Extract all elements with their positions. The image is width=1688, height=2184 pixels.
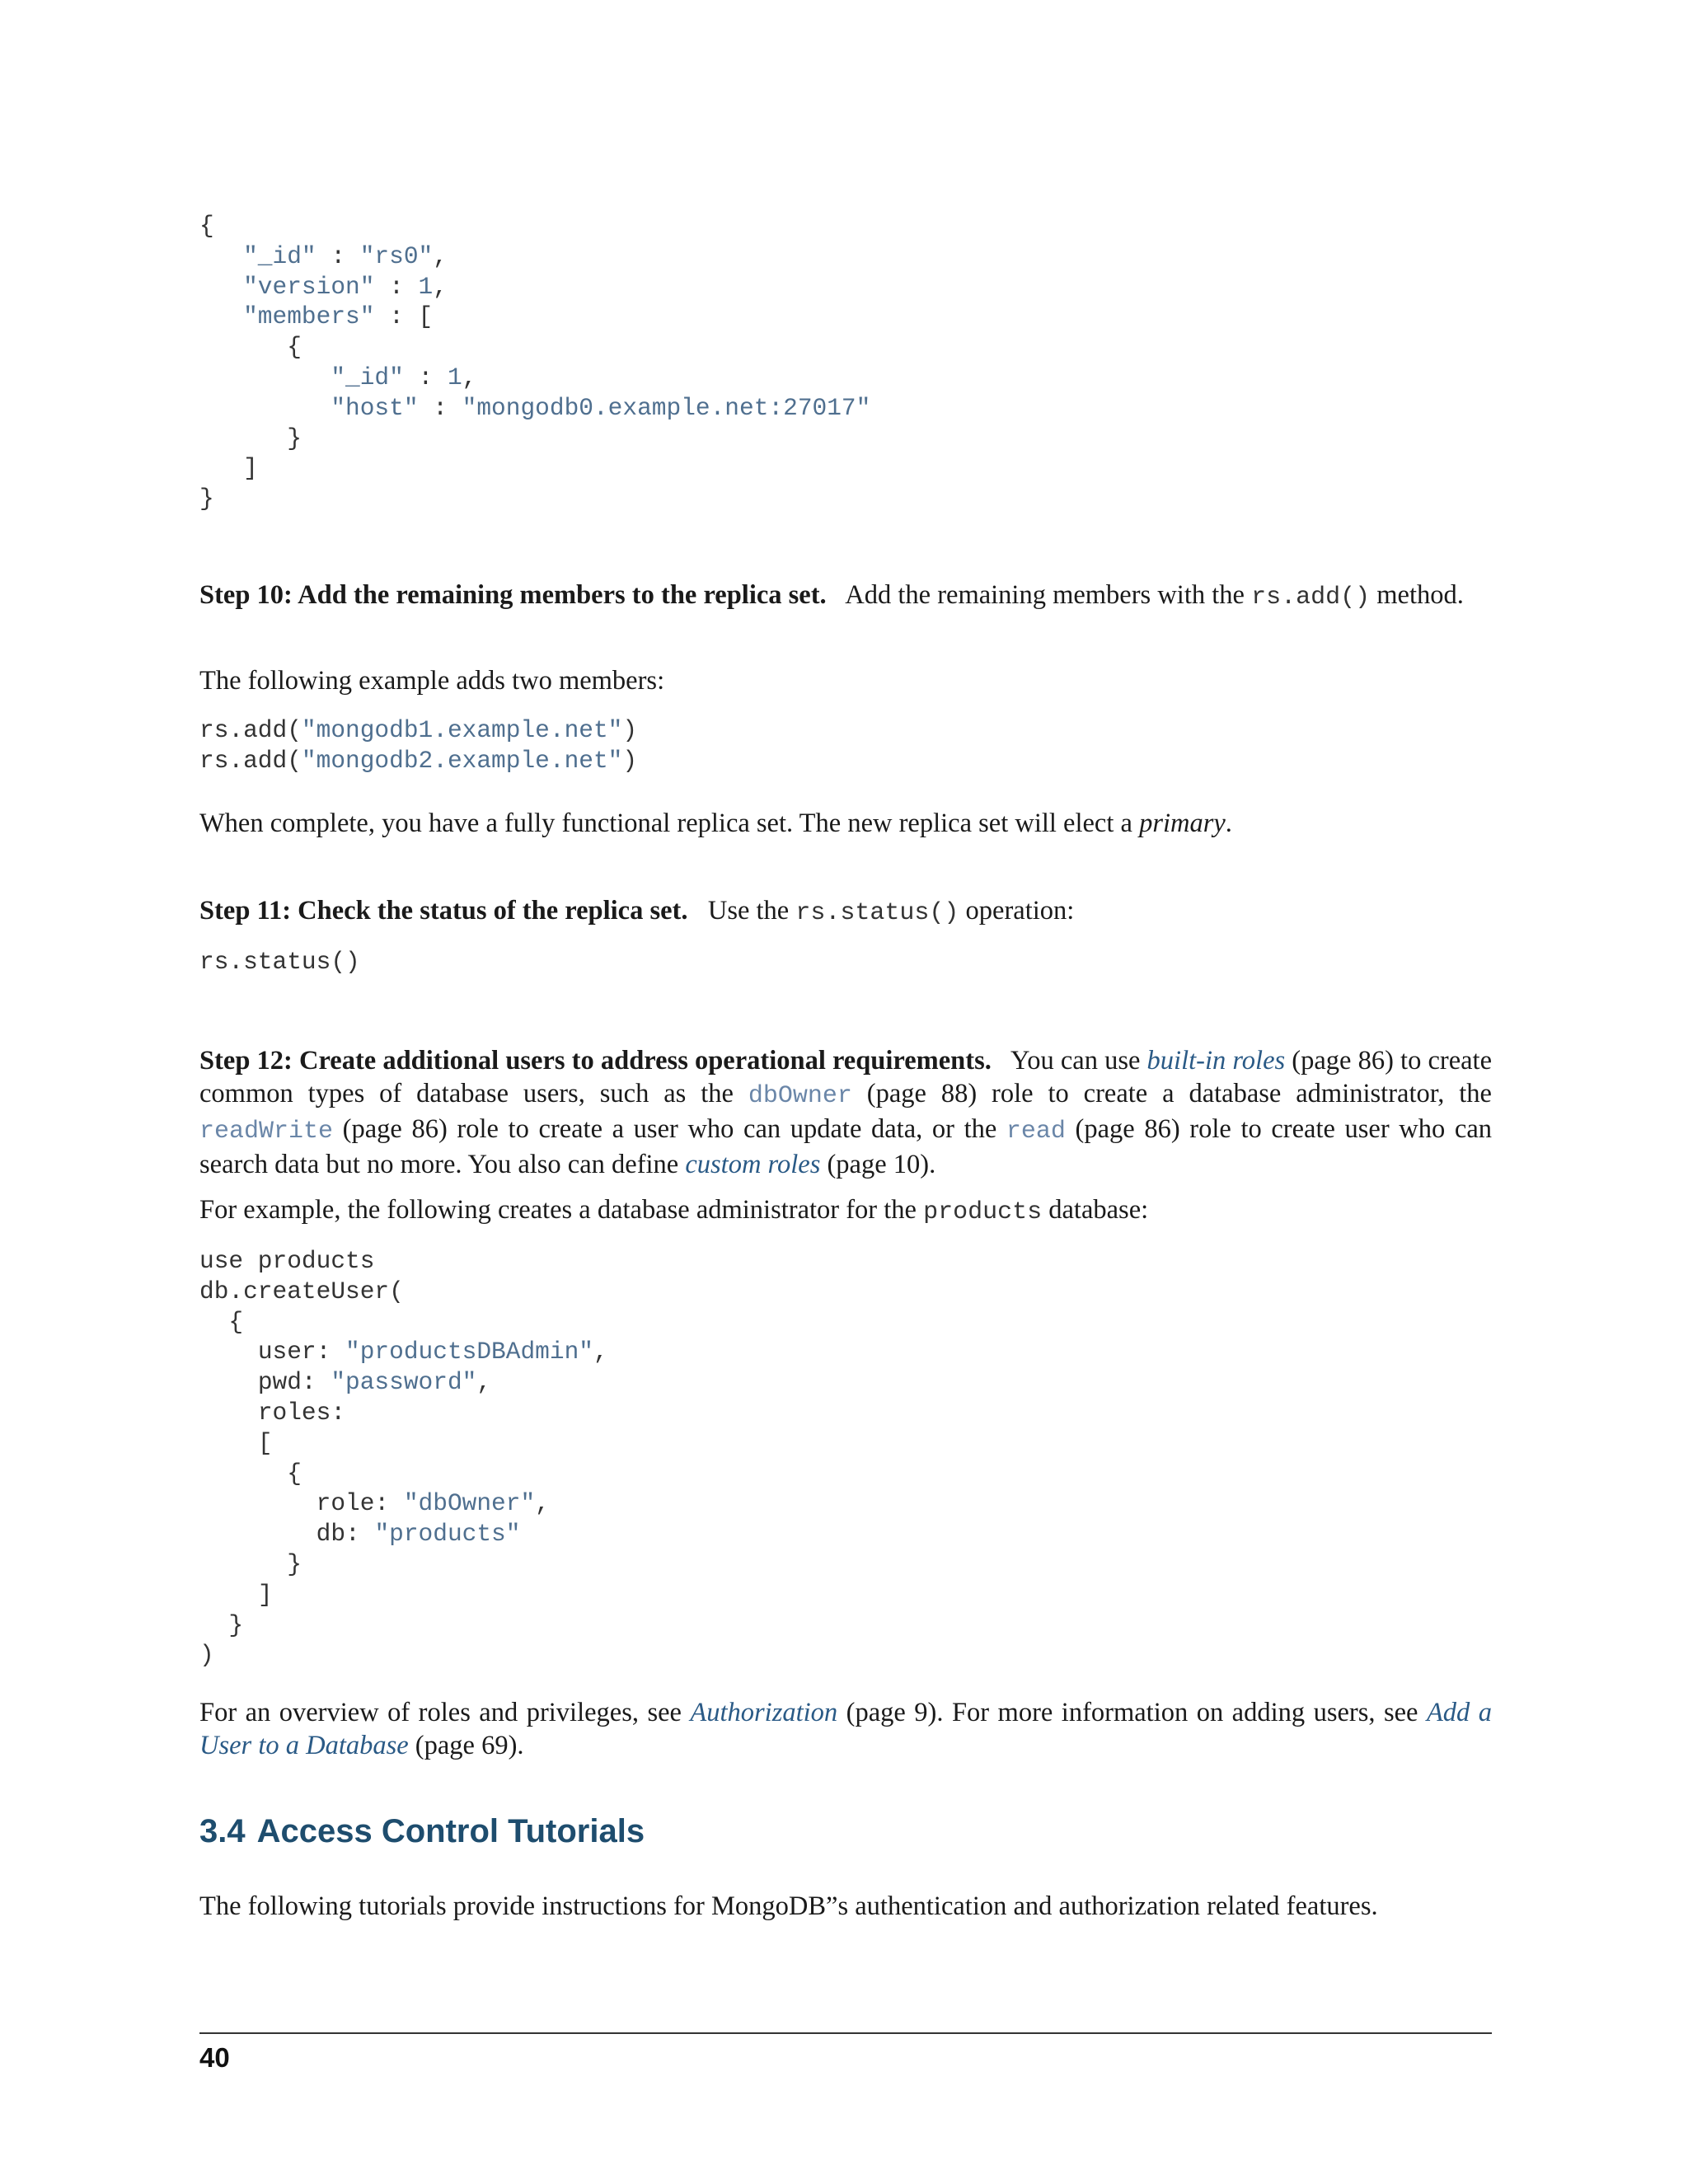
code-token: }	[199, 485, 214, 513]
code-token: pwd:	[257, 1368, 331, 1397]
code-line	[199, 948, 360, 976]
code-token: )	[622, 716, 638, 744]
overview-text-3: (page 69).	[408, 1731, 524, 1760]
code-block-rs-status	[199, 947, 360, 977]
add-user-link[interactable]: Add a User to a Database	[199, 1698, 1493, 1760]
overview-paragraph	[199, 1696, 1492, 1762]
code-str-token: "dbOwner"	[403, 1489, 536, 1518]
code-str-token: "products"	[374, 1520, 521, 1549]
code-block-create-user	[199, 1246, 608, 1671]
code-token: : [	[374, 302, 434, 331]
built-in-roles-link[interactable]: built-in roles	[1146, 1046, 1286, 1076]
code-token: ,	[593, 1338, 608, 1366]
step-11-text: Use the	[707, 896, 796, 926]
code-str-token: "rs0"	[359, 241, 434, 270]
code-line	[199, 394, 870, 422]
code-line	[199, 716, 637, 744]
code-line	[199, 333, 302, 361]
code-token: :	[374, 272, 419, 301]
step-10-text-end: method.	[1370, 580, 1464, 610]
code-num-token: 1	[418, 272, 434, 301]
section-heading	[199, 1813, 645, 1850]
code-str-token: "_id"	[243, 241, 316, 270]
code-token: {	[199, 212, 214, 240]
code-line	[199, 1489, 550, 1517]
section-number: 3.4	[199, 1813, 246, 1849]
code-str-token: "version"	[243, 272, 375, 301]
code-line	[199, 1550, 302, 1578]
step-12-text-4: (page 86) role to create a user who can update data, or the	[333, 1114, 1006, 1144]
step-10-title: Step 10: Add the remaining members to the replica set.	[199, 580, 827, 610]
read-link[interactable]: read	[1006, 1118, 1066, 1146]
code-str-token: "password"	[331, 1368, 477, 1397]
authorization-link[interactable]: Authorization	[690, 1698, 838, 1727]
code-line	[199, 363, 476, 391]
step-10-paragraph	[199, 579, 1492, 614]
code-str-token: "members"	[243, 302, 375, 331]
section-title: Access Control Tutorials	[256, 1813, 645, 1849]
code-block-rs-add	[199, 715, 637, 776]
step-10-text: Add the remaining members with the	[845, 580, 1252, 610]
readwrite-link[interactable]: readWrite	[199, 1118, 334, 1146]
step-12-text-5: (page 86) role to create user who can search data but no more. You also can define	[199, 1114, 1492, 1179]
code-line	[199, 212, 214, 240]
code-token: }	[228, 1610, 244, 1639]
code-line	[199, 1581, 273, 1609]
code-line	[199, 1429, 273, 1457]
code-token: ]	[257, 1580, 273, 1609]
code-str-token: "mongodb1.example.net"	[301, 716, 623, 744]
code-str-token: "_id"	[331, 363, 404, 391]
code-line	[199, 485, 214, 513]
code-token: db:	[316, 1520, 375, 1549]
step-11-paragraph	[199, 894, 1492, 930]
code-line	[199, 454, 258, 482]
code-token: ,	[433, 241, 448, 270]
code-token: {	[287, 333, 302, 362]
code-token: {	[287, 1459, 302, 1488]
code-token: ,	[535, 1489, 550, 1518]
page-number: 40	[199, 2042, 230, 2073]
code-token: [	[257, 1428, 273, 1457]
overview-text-2: (page 9). For more information on adding users, see	[837, 1698, 1427, 1727]
code-line	[199, 747, 637, 775]
code-token: rs.add(	[199, 746, 302, 775]
footer-divider	[199, 2032, 1492, 2034]
code-token: }	[287, 1549, 302, 1578]
code-token: role:	[316, 1489, 404, 1518]
complete-end: .	[1225, 808, 1232, 838]
code-line	[199, 1338, 608, 1366]
code-line	[199, 242, 448, 270]
section-intro: The following tutorials provide instructions for MongoDB”s authentication and authorization related features.	[199, 1891, 1378, 1921]
code-token: :	[316, 241, 360, 270]
step-12-example-paragraph	[199, 1193, 1492, 1229]
code-token: rs.status()	[199, 948, 360, 976]
code-line	[199, 273, 448, 301]
complete-paragraph	[199, 807, 1492, 840]
code-str-token: "mongodb0.example.net:27017"	[462, 393, 871, 422]
code-token: roles:	[257, 1398, 346, 1427]
step-11-title: Step 11: Check the status of the replica set.	[199, 896, 688, 926]
step-12-title: Step 12: Create additional users to address operational requirements.	[199, 1046, 992, 1076]
code-token: )	[199, 1641, 214, 1670]
code-token: )	[622, 746, 638, 775]
code-str-token: "host"	[331, 393, 419, 422]
code-str-token: "productsDBAdmin"	[345, 1338, 593, 1366]
rs-add-method: rs.add()	[1251, 583, 1371, 612]
code-line	[199, 1277, 404, 1305]
step-12-text-2: (page 86) to create common types of database users, such as the	[199, 1046, 1492, 1108]
complete-text: When complete, you have a fully functional replica set. The new replica set will elect a	[199, 808, 1140, 838]
step-12-text-3: (page 88) role to create a database administrator, the	[851, 1079, 1492, 1108]
step-12-paragraph	[199, 1044, 1492, 1181]
code-token: ,	[433, 272, 448, 301]
code-line	[199, 424, 302, 452]
code-line	[199, 1641, 214, 1669]
code-line	[199, 1247, 374, 1275]
step-12-text-6: (page 10).	[820, 1150, 936, 1179]
code-line	[199, 1520, 520, 1548]
products-code: products	[923, 1198, 1043, 1226]
code-line	[199, 302, 433, 330]
code-token: {	[228, 1307, 244, 1336]
code-token: }	[287, 424, 302, 452]
code-token: db.createUser(	[199, 1277, 404, 1305]
code-line	[199, 1399, 345, 1427]
code-token: use products	[199, 1247, 375, 1275]
code-token: ,	[476, 1368, 492, 1397]
code-line	[199, 1460, 302, 1488]
rs-status-method: rs.status()	[795, 899, 959, 927]
code-token: rs.add(	[199, 716, 302, 744]
code-num-token: 1	[447, 363, 462, 391]
code-token: :	[418, 393, 462, 422]
overview-text-1: For an overview of roles and privileges, see	[199, 1698, 691, 1727]
code-token: :	[403, 363, 448, 391]
code-line	[199, 1611, 243, 1639]
step-12-example-text: For example, the following creates a database administrator for the	[199, 1195, 924, 1225]
code-token: ,	[462, 363, 477, 391]
code-line	[199, 1368, 491, 1396]
code-token: ]	[243, 454, 258, 483]
step-12-example-end: database:	[1042, 1195, 1149, 1225]
code-line	[199, 1308, 243, 1336]
step-12-text-1: You can use	[1010, 1046, 1147, 1076]
code-token: user:	[257, 1338, 346, 1366]
custom-roles-link[interactable]: custom roles	[685, 1150, 821, 1179]
code-str-token: "mongodb2.example.net"	[301, 746, 623, 775]
example-intro: The following example adds two members:	[199, 666, 665, 696]
step-11-text-end: operation:	[959, 896, 1075, 926]
primary-term: primary	[1139, 808, 1226, 838]
dbowner-link[interactable]: dbOwner	[748, 1082, 852, 1110]
code-block-replica-config	[199, 211, 870, 514]
